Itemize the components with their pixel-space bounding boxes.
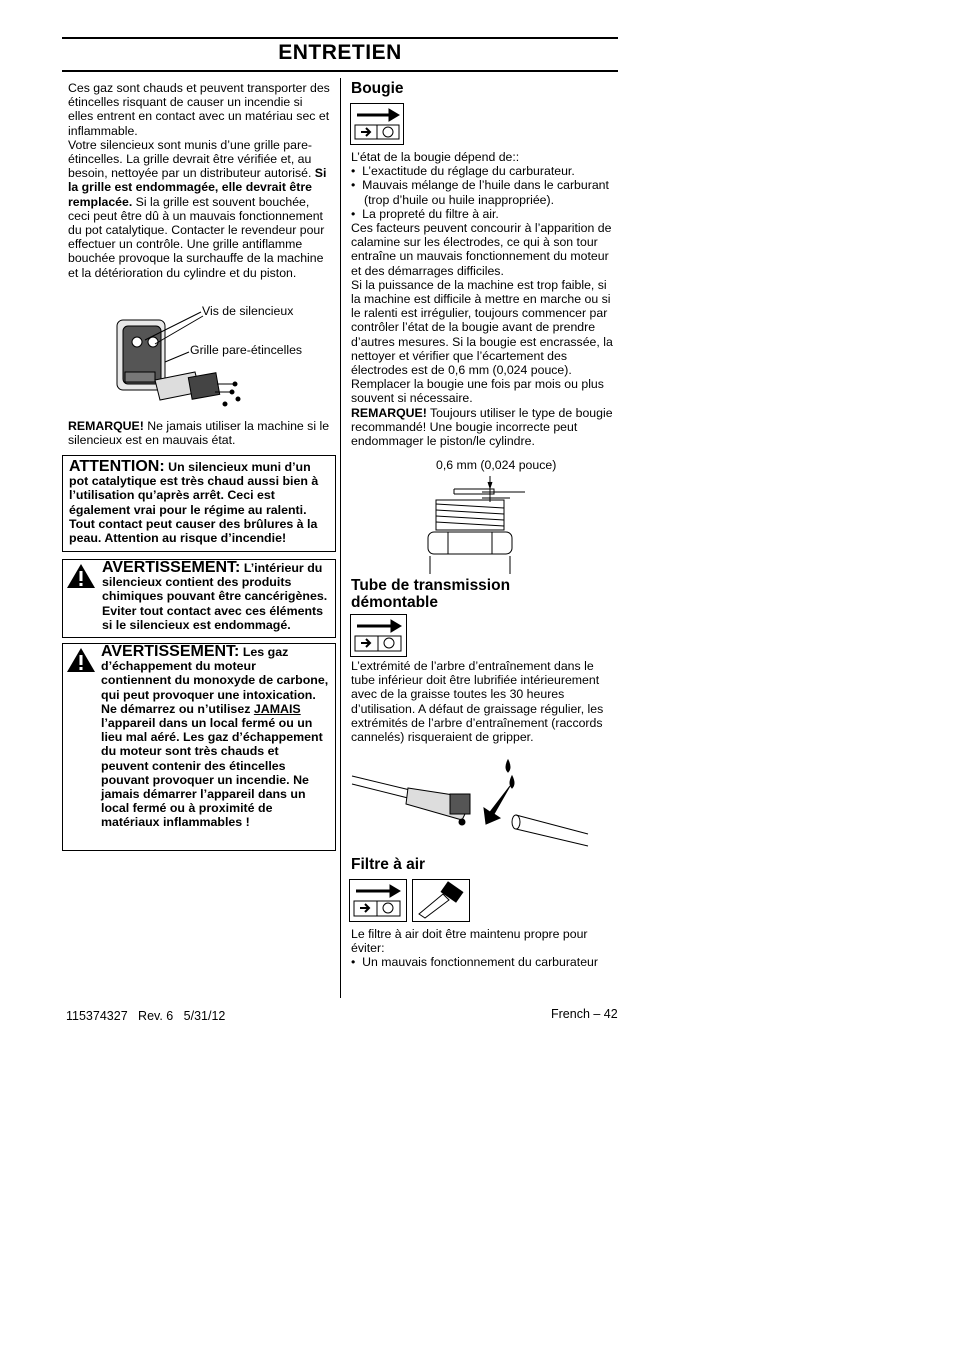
section-title-bougie: Bougie bbox=[351, 80, 404, 97]
warning-icon bbox=[66, 563, 96, 594]
drive-shaft-figure bbox=[350, 750, 592, 850]
column-divider bbox=[340, 78, 341, 998]
filtre-body: Le filtre à air doit être maintenu propre pour éviter: • Un mauvais fonctionnement du carburateur bbox=[351, 927, 613, 970]
warning-2-text: AVERTISSEMENT: Les gaz d’échappement du moteur contiennent du monoxyde de carbone, qui peut provoquer une intoxication. Ne démarrez ou n’utilisez JAMAIS l’appareil dans un local fermé ou un lieu mal aéré. Les gaz d’échappement du moteur sont très chauds et peuvent contenir des étincelles pouvant provoquer un incendie. Ne jamais démarrer l’appareil dans un local fermé ou à proximité de matériaux inflammables ! bbox=[101, 643, 329, 830]
attention-label: ATTENTION: bbox=[69, 458, 165, 475]
bougie-bullet: • La propreté du filtre à air. bbox=[351, 206, 499, 221]
page-number: French – 42 bbox=[551, 1007, 618, 1021]
header-rule-top bbox=[62, 37, 618, 39]
doc-reference: 115374327 Rev. 6 5/31/12 bbox=[66, 1009, 226, 1023]
warning-1-text: AVERTISSEMENT: L’intérieur du silencieux contient des produits chimiques pouvant être cancérigènes. Eviter tout contact avec ces éléments si le silencieux est endommagé. bbox=[102, 559, 328, 632]
page-title: ENTRETIEN bbox=[278, 41, 402, 64]
filtre-bullet: • Un mauvais fonctionnement du carburateur bbox=[351, 955, 598, 970]
attention-text: ATTENTION: Un silencieux muni d’un pot catalytique est très chaud aussi bien à l’utilisation qu’après arrêt. Ceci est également vrai pour le régime au ralenti. Tout contact peut causer des brûlures à la peau. Attention au risque d’incendie! bbox=[69, 458, 319, 546]
bougie-remarque: REMARQUE! Toujours utiliser le type de bougie recommandé! Une bougie incorrecte peut endommager le piston/le cylindre. bbox=[351, 405, 613, 449]
maintenance-icon bbox=[350, 614, 407, 657]
label-grille: Grille pare-étincelles bbox=[190, 343, 303, 357]
tube-body: L’extrémité de l’arbre d’entraînement dans le tube inférieur doit être lubrifiée intérieurement avec de la graisse toutes les 30 heures d’utilisation. A défaut de graissage régulier, les extrémités de l’arbre d’entraînement (raccords cannelés) risqueraient de gripper. bbox=[351, 659, 604, 745]
section-title-filtre: Filtre à air bbox=[351, 856, 426, 873]
bougie-body: L’état de la bougie dépend de:: • L’exactitude du réglage du carburateur. • Mauvais mélange de l’huile dans le carburant (trop d’huile ou huile inappropriée). • La propreté du filtre à air. Ces facteurs peuvent concourir à l’apparition de calamine sur les électrodes, ce qui à son tour entraîne un mauvais fonctionnement du moteur et des démarrages difficiles. Si la puissance de la machine est trop faible, si la machine est difficile à mettre en marche ou si le ralenti est irrégulier, toujours commencer par contrôler l’état de la bougie avant de prendre d’autres mesures. Si la bougie est encrassée, la nettoyer et vérifier que l’écartement des électrodes est de 0,6 mm (0,024 pouce). Remplacer la bougie une fois par mois ou plus souvent si nécessaire. REMARQUE! Toujours utiliser le type de bougie recommandé! Une bougie incorrecte peut endommager le piston/le cylindre. bbox=[351, 150, 613, 449]
left-intro bbox=[68, 81, 330, 280]
section-title-tube: Tube de transmission démontable bbox=[351, 577, 511, 611]
bougie-bullet: • L’exactitude du réglage du carburateur. bbox=[351, 164, 575, 179]
warning-icon bbox=[66, 647, 96, 678]
intro-paragraph-1: Ces gaz sont chauds et peuvent transporter des étincelles risquant de causer un incendie si elles entrent en contact avec un matériau sec et inflammable. bbox=[68, 81, 330, 138]
brush-icon bbox=[412, 879, 470, 922]
warning-2-label: AVERTISSEMENT: bbox=[101, 643, 240, 660]
warning-1-label: AVERTISSEMENT: bbox=[102, 559, 241, 576]
left-remarque: REMARQUE! Ne jamais utiliser la machine si le silencieux est en mauvais état. bbox=[68, 419, 330, 448]
gap-label: 0,6 mm (0,024 pouce) bbox=[436, 458, 557, 472]
bougie-bullet: • Mauvais mélange de l’huile dans le carburant (trop d’huile ou huile inappropriée). bbox=[351, 178, 609, 207]
intro-paragraph-2: Votre silencieux sont munis d’une grille pare-étincelles. La grille devrait être vérifiée et, au besoin, nettoyée par un distributeur autorisé. Si la grille est endommagée, elle devrait être remplacée. Si la grille est souvent bouchée, ceci peut être dû à un mauvais fonctionnement du pot catalytique. Contacter le revendeur pour effectuer un contrôle. Une grille antiflamme bouchée provoque la surchauffe de la machine et la détérioration du cylindre et du piston. bbox=[68, 137, 327, 280]
header-rule-bottom bbox=[62, 70, 618, 72]
label-vis-silencieux: Vis de silencieux bbox=[202, 304, 294, 318]
maintenance-icon bbox=[349, 879, 407, 922]
maintenance-icon bbox=[350, 103, 404, 145]
spark-plug-figure bbox=[420, 474, 530, 574]
